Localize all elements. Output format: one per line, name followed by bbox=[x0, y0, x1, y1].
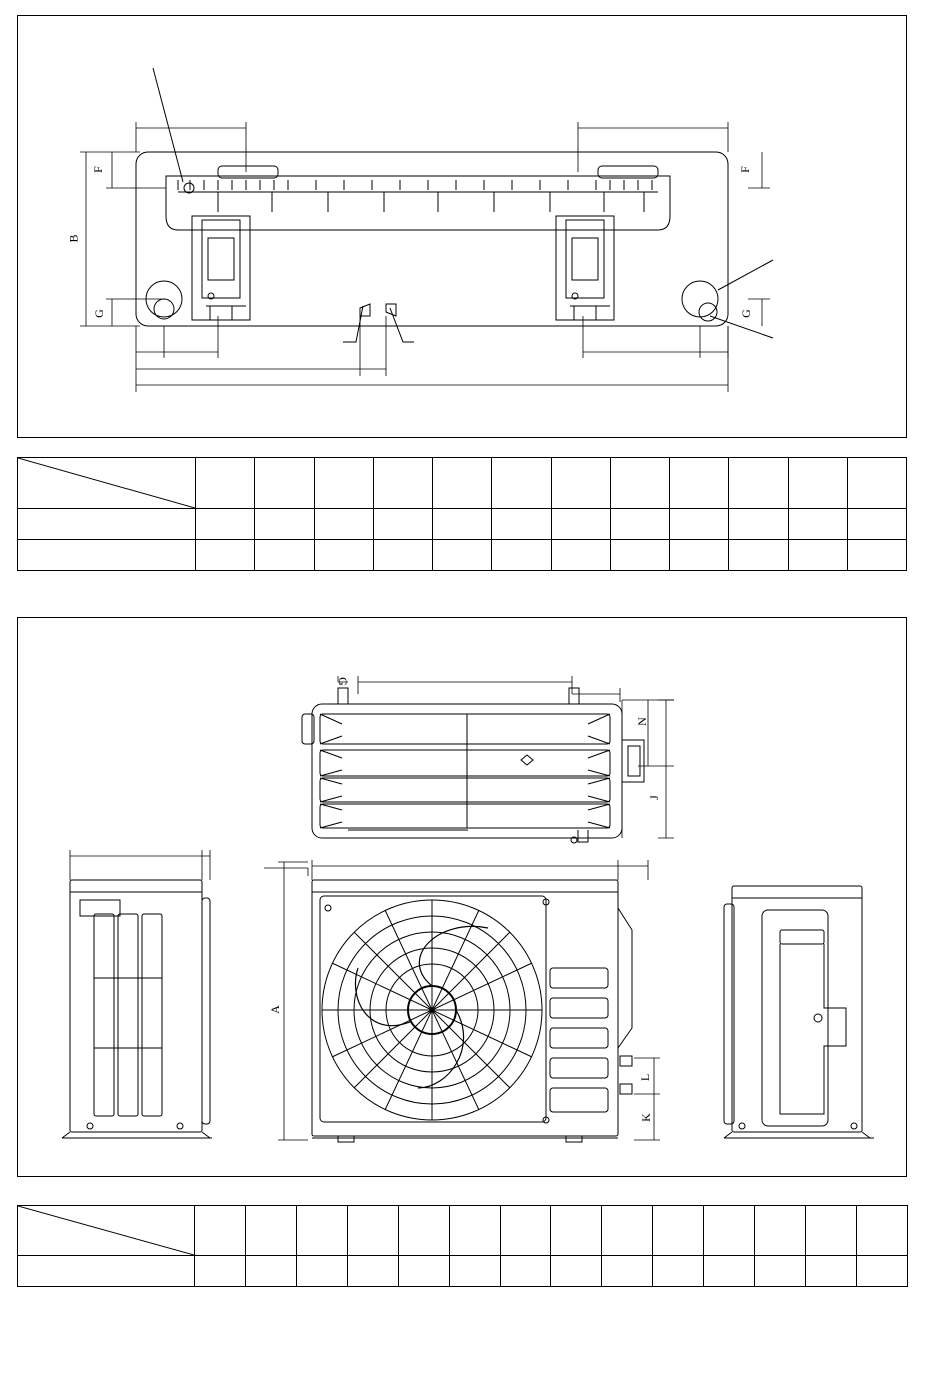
table-cell bbox=[433, 458, 492, 509]
table-cell bbox=[196, 509, 255, 540]
table-cell bbox=[729, 540, 788, 571]
table-cell bbox=[847, 509, 906, 540]
table-cell bbox=[255, 509, 314, 540]
table-row bbox=[18, 540, 907, 571]
table-cell bbox=[500, 1206, 551, 1256]
unit-front-view bbox=[312, 880, 632, 1142]
unit-left-side-view bbox=[62, 880, 212, 1138]
drain-hole-right-outer bbox=[682, 281, 718, 317]
dim-label-g-right: G bbox=[738, 309, 753, 318]
table-cell bbox=[255, 458, 314, 509]
table-cell bbox=[670, 458, 729, 509]
table-cell bbox=[492, 509, 551, 540]
table-cell bbox=[610, 540, 669, 571]
dim-label-f-left: F bbox=[90, 166, 105, 173]
table-cell bbox=[670, 540, 729, 571]
dimension-lines bbox=[80, 122, 770, 392]
table-cell bbox=[398, 1206, 449, 1256]
unit-top-view bbox=[302, 688, 644, 843]
table-cell bbox=[296, 1206, 347, 1256]
table-cell bbox=[610, 458, 669, 509]
drain-hole-left bbox=[154, 299, 174, 319]
leader-right-lower bbox=[710, 316, 773, 338]
table-row bbox=[18, 1206, 908, 1256]
top-grille bbox=[320, 714, 610, 828]
table-header-diagonal bbox=[18, 458, 196, 509]
dim-label-g-left: G bbox=[91, 309, 106, 318]
table-cell bbox=[602, 1256, 653, 1287]
table-cell bbox=[314, 540, 373, 571]
dim-label-g: G bbox=[335, 677, 350, 686]
table-cell bbox=[602, 1206, 653, 1256]
table-cell bbox=[314, 458, 373, 509]
table-cell bbox=[492, 540, 551, 571]
table-cell bbox=[729, 458, 788, 509]
table-cell bbox=[755, 1206, 806, 1256]
table-cell bbox=[433, 540, 492, 571]
table-cell bbox=[195, 1206, 246, 1256]
table-cell bbox=[806, 1206, 857, 1256]
table-cell bbox=[433, 509, 492, 540]
table-cell bbox=[704, 1256, 755, 1287]
table-cell bbox=[500, 1256, 551, 1287]
base-plan-panel bbox=[17, 15, 907, 438]
table-cell bbox=[788, 509, 847, 540]
table-row-label bbox=[18, 1256, 195, 1287]
table-cell bbox=[856, 1206, 907, 1256]
dim-label-l: L bbox=[638, 1073, 653, 1082]
foot-left bbox=[192, 216, 250, 320]
table-cell bbox=[788, 540, 847, 571]
table-cell bbox=[653, 1206, 704, 1256]
table-cell bbox=[788, 458, 847, 509]
table-cell bbox=[806, 1256, 857, 1287]
foot-right bbox=[556, 216, 614, 320]
table-cell bbox=[551, 1256, 602, 1287]
table-cell bbox=[704, 1206, 755, 1256]
table-cell bbox=[610, 509, 669, 540]
dim-label-b: B bbox=[66, 234, 81, 243]
dim-label-j: J bbox=[646, 795, 661, 800]
dim-label-f-right: F bbox=[737, 166, 752, 173]
base-plan-drawing bbox=[18, 16, 908, 439]
table-cell bbox=[856, 1256, 907, 1287]
table-cell bbox=[195, 1256, 246, 1287]
leader-right-upper bbox=[718, 260, 773, 290]
dim-label-k: K bbox=[638, 1113, 653, 1122]
table-cell bbox=[551, 458, 610, 509]
table-cell bbox=[653, 1256, 704, 1287]
mounting-rail bbox=[166, 176, 670, 230]
unit-views-drawing bbox=[18, 618, 908, 1178]
table-cell bbox=[755, 1256, 806, 1287]
dim-label-a: A bbox=[267, 1005, 282, 1014]
dimension-table-2 bbox=[17, 1205, 908, 1287]
table-cell bbox=[196, 458, 255, 509]
table-cell bbox=[729, 509, 788, 540]
table-cell bbox=[314, 509, 373, 540]
table-cell bbox=[245, 1256, 296, 1287]
table-cell bbox=[449, 1206, 500, 1256]
table-cell bbox=[398, 1256, 449, 1287]
table-cell bbox=[245, 1206, 296, 1256]
table-cell bbox=[347, 1206, 398, 1256]
table-cell bbox=[551, 540, 610, 571]
unit-views-panel bbox=[17, 617, 907, 1177]
table-row bbox=[18, 509, 907, 540]
table-row-label bbox=[18, 509, 196, 540]
dim-label-n: N bbox=[634, 717, 649, 726]
fan-grille bbox=[322, 900, 542, 1120]
table-cell bbox=[373, 509, 432, 540]
table-row bbox=[18, 458, 907, 509]
table-cell bbox=[847, 458, 906, 509]
table-cell bbox=[196, 540, 255, 571]
table-header-diagonal bbox=[18, 1206, 195, 1256]
leader-top-left bbox=[153, 68, 183, 182]
table-cell bbox=[296, 1256, 347, 1287]
table-cell bbox=[347, 1256, 398, 1287]
table-cell bbox=[449, 1256, 500, 1287]
table-cell bbox=[551, 509, 610, 540]
side-louvers bbox=[550, 968, 608, 1112]
table-cell bbox=[551, 1206, 602, 1256]
rail-teeth bbox=[178, 180, 652, 212]
unit-right-side-view bbox=[724, 886, 874, 1138]
leader-bottom-b bbox=[390, 308, 414, 342]
table-cell bbox=[255, 540, 314, 571]
table-cell bbox=[373, 458, 432, 509]
table-row bbox=[18, 1256, 908, 1287]
table-cell bbox=[492, 458, 551, 509]
dimension-table-1 bbox=[17, 457, 907, 571]
table-cell bbox=[670, 509, 729, 540]
table-cell bbox=[847, 540, 906, 571]
table-cell bbox=[373, 540, 432, 571]
drain-hole-right bbox=[699, 303, 717, 321]
table-row-label bbox=[18, 540, 196, 571]
